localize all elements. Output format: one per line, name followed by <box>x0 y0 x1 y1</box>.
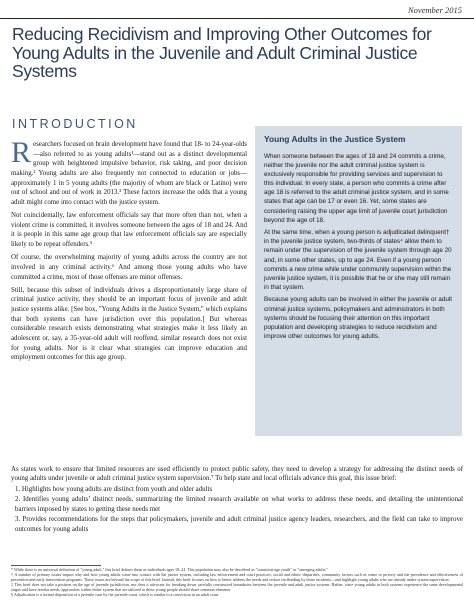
sidebar-title: Young Adults in the Justice System <box>264 134 406 144</box>
footnote-rule <box>11 565 101 566</box>
footnote: † A number of primary issues impact why and how young adults come into contact with the justice system, including law enforcement and court practices, social and ethnic disparities, community factors such as crime or poverty and the prevalence and effectiveness of prevention and early intervention programs. These issues are beyond the scope of this brief. Instead, this brief focuses on how to better address the needs and reduce reoffending by those incidents—and highlight young adults who are already under system supervision. <box>11 572 463 583</box>
body-text <box>11 465 463 536</box>
footnote: ‡ This brief does not take a position on the age of juvenile jurisdiction, nor does it advocate for breaking down carefully constructed boundaries between the juvenile and adult justice systems. Rather, since young adults in both systems experience the same developmental stages and have similar needs, approaches within either system that are tailored to these young people should share common elements. <box>11 582 463 593</box>
sidebar-box <box>255 126 462 436</box>
intro-paragraph-1-text: esearchers focused on brain development have found that 18- to 24-year-olds—also referred to as young adults¹—stand out as a distinct developmental group with heightened impulsive behavior, risk taking, and poor decision making.² Young adults are also frequently not connected to education or jobs—approximately 1 in 5 young adults (the majority of whom are black or Latino) were out of school and out of work in 2013.³ These factors increase the odds that a young adult might come into contact with the justice system. <box>11 141 247 206</box>
brief-goals-list <box>11 485 463 534</box>
header-rule <box>0 18 474 19</box>
intro-paragraph-1 <box>11 136 247 208</box>
list-item: 1. Highlights how young adults are distinct from youth and older adults <box>15 485 213 493</box>
publication-date: November 2015 <box>407 5 462 15</box>
sidebar-paragraph-3: Because young adults can be involved in either the juvenile or adult criminal justice systems, policymakers and administrators in both systems should be focusing their attention on this important population and developing strategies to reduce recidivism and improve other outcomes for young adults. <box>264 296 452 340</box>
intro-paragraph-3: Of course, the overwhelming majority of young adults across the country are not involved in any criminal activity.⁶ And among those young adults who have committed a crime, most of those offenses are minor offenses. <box>11 254 247 281</box>
footnote: § Adjudication is a formal disposition of a juvenile case by the juvenile court, which is similar to a conviction in an adult court. <box>11 592 220 598</box>
intro-paragraph-4: Still, because this subset of individuals drives a disproportionately large share of criminal justice activity, they should be an important focus of juvenile and adult justice systems alike. [See box, "Young Adults in the Justice System," which explains that both systems can have jurisdiction over this population.] But whereas considerable research exists demonstrating what strategies make it less likely an adolescent or, say, a 35-year-old adult will reoffend, similar research does not exist for young adults. Nor is it clear what strategies can improve education and employment outcomes for this age group. <box>11 286 247 362</box>
body-lead: As states work to ensure that limited resources are used efficiently to protect public safety, they need to develop a strategy for addressing the distinct needs of young adults under juvenile or adult criminal justice system supervision.⁷ To help state and local officials advance this goal, this issue brief: <box>11 466 463 483</box>
sidebar-paragraph-1: When someone between the ages of 18 and 24 commits a crime, neither the juvenile nor the adult criminal justice system is exclusively responsible for providing services and supervision to this individual. In every state, a person who commits a crime after age 18 is referred to the adult criminal justice system, and in some states that age can be 17 or even 16. Yet, some states are considering raising the upper age limit of juvenile court jurisdiction beyond the age of 18. <box>264 153 449 224</box>
sidebar-body <box>264 152 453 341</box>
intro-column <box>11 136 247 366</box>
sidebar-paragraph-2: At the same time, when a young person is adjudicated delinquent† in the juvenile justice system, two-thirds of states⁴ allow them to remain under the supervision of the juvenile system through age 20 and, in some other states, up to age 24. Even if a young person commits a new crime while under community supervision within the juvenile justice system, it is possible that he or she may still remain in that system. <box>264 229 452 291</box>
footnote: * While there is no universal definition of "young adult," this brief defines them as individuals ages 18–24. This population may also be described as "transition-age youth" or "emerging adults." <box>11 567 328 572</box>
list-item: 2. Identifies young adults’ distinct needs, summarizing the limited research available on what works to address these needs, and detailing the unintentional barriers imposed by states to getting these needs met <box>15 496 463 513</box>
document-title: Reducing Recidivism and Improving Other Outcomes for Young Adults in the Juvenile and Adult Criminal Justice Systems <box>12 24 432 81</box>
section-heading: INTRODUCTION <box>12 117 138 131</box>
drop-cap: R <box>11 136 32 169</box>
footnotes <box>11 567 463 598</box>
intro-paragraph-2: Not coincidentally, law enforcement officials say that more often than not, when a violent crime is committed, it involves someone between the ages of 18 and 24. And it is people in this same age group that law enforcement officials say are especially likely to be repeat offenders.⁵ <box>11 212 247 249</box>
list-item: 3. Provides recommendations for the steps that policymakers, juvenile and adult criminal justice agency leaders, researchers, and the field can take to improve outcomes for young adults <box>15 516 463 533</box>
